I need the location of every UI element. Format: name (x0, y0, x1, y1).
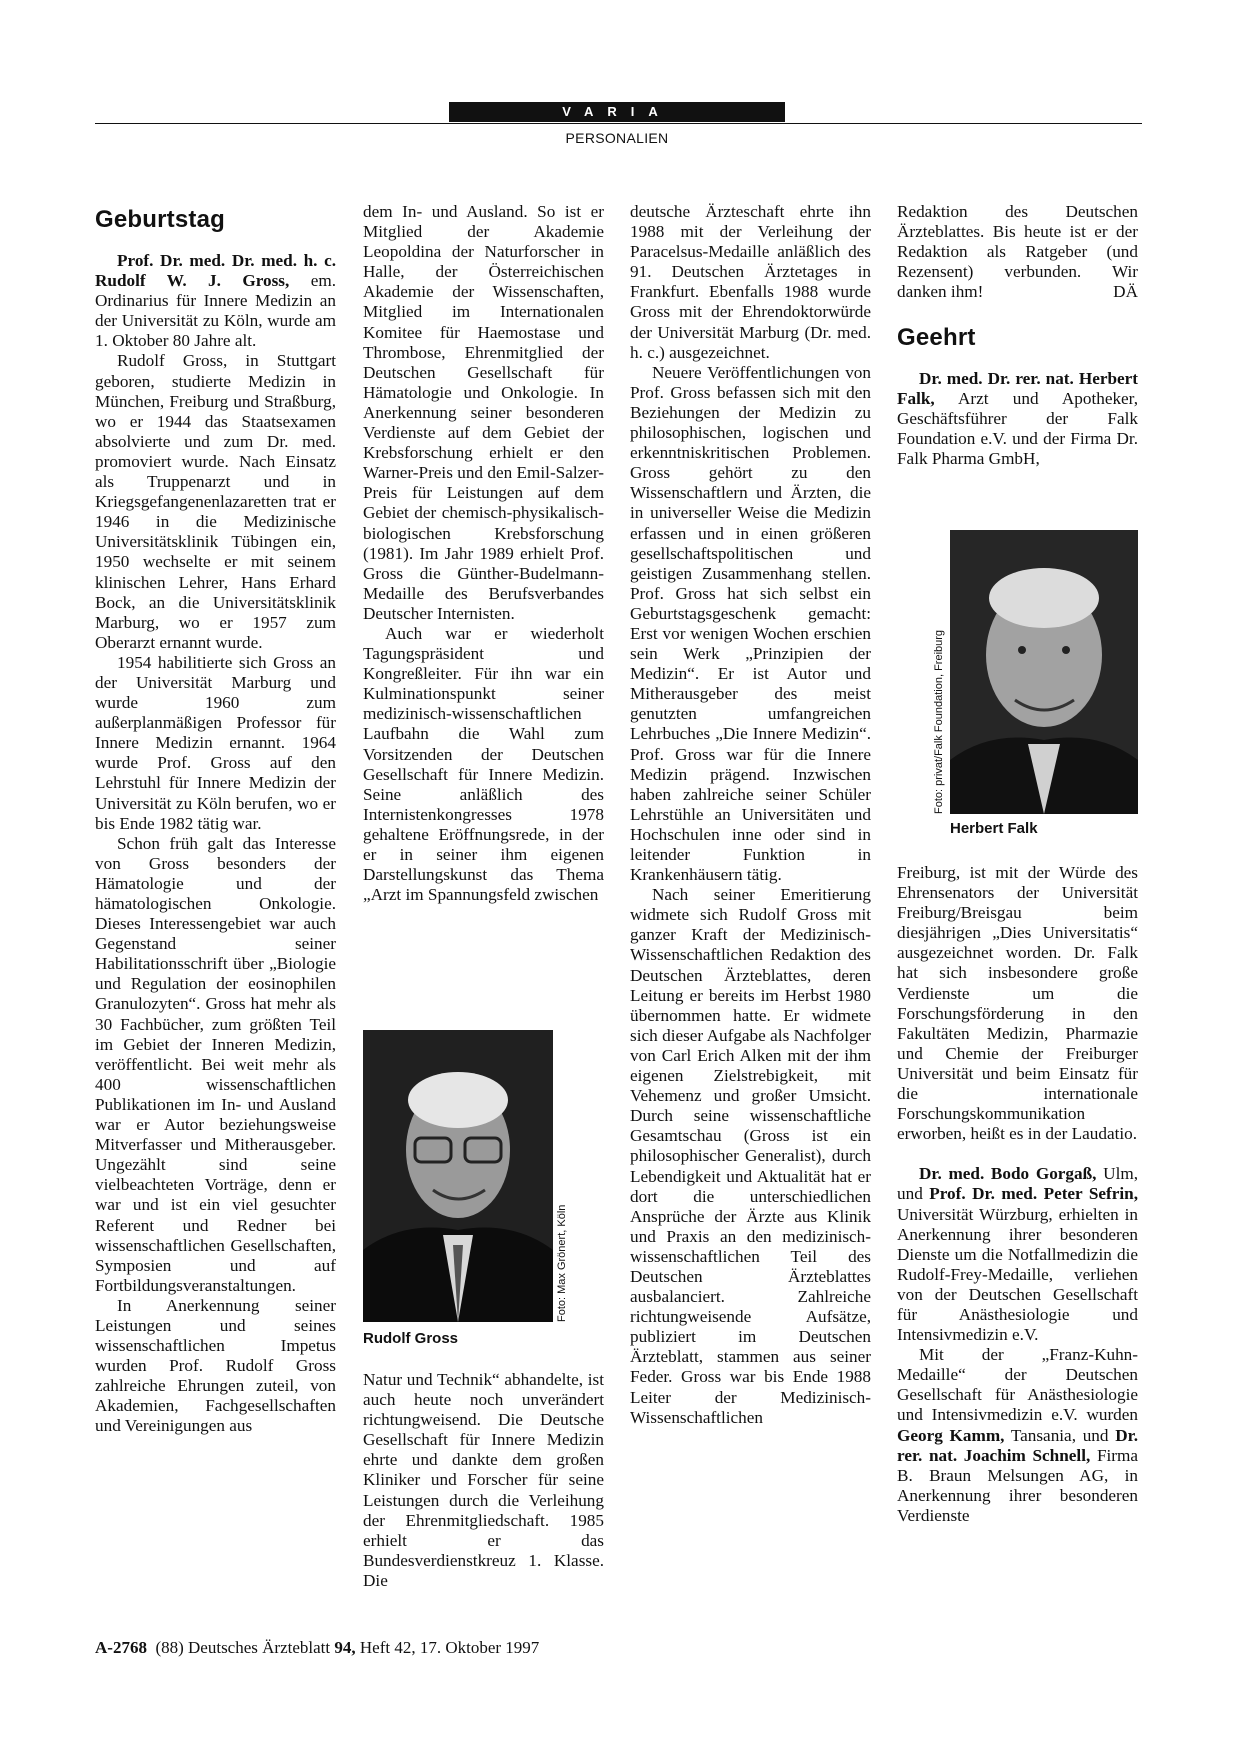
paragraph: Nach seiner Emeritierung widmete sich Rudolf Gross mit ganzer Kraft der Medizinisch-Wissenschaftlichen Redaktion des Deutschen Ärzteblattes, deren Leitung er bereits im Herbst 1980 übernommen hatte. Er widmete sich dieser Aufgabe als Nachfolger von Carl Erich Alken mit der ihm eigenen Zielstrebigkeit, mit Vehemenz und großer Umsicht. Durch seine wissenschaftliche Gesamtschau (Gross ist ein philosophischer Generalist), durch Lebendigkeit und Aktualität hat er dort die unterschiedlichen Ansprüche der Ärzte aus Klinik und Praxis an den medizinisch-wissenschaftlichen Teil des Deutschen Ärzteblattes ausbalanciert. Zahlreiche richtungweisende Aufsätze, publiziert im Deutschen Ärzteblatt, stammen aus seiner Feder. Gross war bis Ende 1988 Leiter der Medizinisch-Wissenschaftlichen (630, 885, 871, 1427)
article-birthday-column-2 (363, 202, 604, 905)
article-birthday-column-3 (630, 202, 871, 1428)
paragraph: Natur und Technik“ abhandelte, ist auch heute noch unverändert richtungweisend. Die Deutsche Gesellschaft für Innere Medizin ehrte und dankte dem großen Kliniker und Forscher für seine Leistungen durch die Verleihung der Ehrenmitgliedschaft. 1985 erhielt er das Bundesverdienstkreuz 1. Klasse. Die (363, 1370, 604, 1590)
name-bold: Prof. Dr. med. Peter Sefrin, (929, 1184, 1138, 1204)
paragraph (897, 202, 1138, 302)
heading-geehrt: Geehrt (897, 324, 976, 351)
section-header-varia: VARIA (449, 102, 785, 122)
lead-text: em. Ordinarius für Innere Medizin an der Universität zu Köln, wurde am 1. Oktober 80 Jahre alt. (95, 271, 336, 351)
lead-text: Arzt und Apotheker, Geschäftsführer der Falk Foundation e.V. und der Firma Dr. Falk Pharma GmbH, (897, 389, 1138, 469)
article-birthday-column-1 (95, 205, 336, 1437)
article-birthday-column-2-continued (363, 1370, 604, 1591)
journal-name: (88) Deutsches Ärzteblatt (146, 1638, 335, 1657)
name-bold: Dr. rer. nat. Joachim Schnell, (897, 1425, 1138, 1465)
paragraph: In Anerkennung seiner Leistungen und seines wissenschaftlichen Impetus wurden Prof. Rudolf Gross zahlreiche Ehrungen zuteil, von Akademien, Fachgesellschaften und Vereinigungen aus (95, 1295, 336, 1436)
journal-volume: 94, (334, 1638, 356, 1657)
paragraph: Schon früh galt das Interesse von Gross besonders der Hämatologie und der hämatologischen Onkologie. Dieses Interessengebiet war auch Gegenstand seiner Habilitationsschrift über „Biologie und Regulation der eosinophilen Granulozyten“. Gross hat mehr als 30 Fachbücher, zum größten Teil im Gebiet der Inneren Medizin, veröffentlicht. Bei weit mehr als 400 wissenschaftlichen Publikationen im In- und Ausland war er Autor beziehungsweise Mitverfasser und Mitherausgeber. Ungezählt sind seine vielbeachteten Vorträge, denn er war und ist ein viel gesuchter Referent und Redner bei wissenschaftlichen Gesellschaften, Symposien und auf Fortbildungsveranstaltungen. (95, 833, 336, 1295)
text: Tansania, und (1004, 1425, 1116, 1445)
article-birthday-column-4 (897, 202, 1138, 302)
photo-credit: Foto: privat/Falk Foundation, Freiburg (933, 629, 945, 814)
photo-rudolf-gross (363, 1030, 553, 1322)
paragraph: dem In- und Ausland. So ist er Mitglied der Akademie Leopoldina der Naturforscher in Halle, der Österreichischen Akademie der Wissenschaften, Mitglied im Internationalen Komitee für Haemostase und Thrombose, Ehrenmitglied der Deutschen Gesellschaft für Hämatologie und Onkologie. In Anerkennung seiner besonderen Verdienste auf dem Gebiet der Krebsforschung erhielt er den Warner-Preis und den Emil-Salzer-Preis für Leistungen auf dem Gebiet der chemisch-physikalisch-biologischen Krebsforschung (1981). Im Jahr 1989 erhielt Prof. Gross die Günther-Budelmann-Medaille des Berufsverbandes Deutscher Internisten. (363, 202, 604, 623)
article-honored-column-continued (897, 863, 1138, 1526)
paragraph (897, 1345, 1138, 1526)
lead-paragraph (95, 251, 336, 351)
section-subheader: PERSONALIEN (565, 130, 669, 146)
paragraph: Auch war er wiederholt Tagungspräsident und Kongreßleiter. Für ihn war ein Kulminationspunkt seiner medizinisch-wissenschaftlichen Laufbahn die Wahl zum Vorsitzenden der Deutschen Gesellschaft für Innere Medizin. Seine anläßlich des Internistenkongresses 1978 gehaltene Eröffnungsrede, in der er in seiner ihm eigenen Darstellungskunst das Thema „Arzt im Spannungsfeld zwischen (363, 623, 604, 905)
text: Universität Würzburg, erhielten in Anerkennung ihrer besonderen Dienste um die Notfallmedizin die Rudolf-Frey-Medaille, verliehen von der Deutschen Gesellschaft für Anästhesiologie und Intensivmedizin e.V. (897, 1204, 1138, 1345)
page-number: A-2768 (95, 1638, 147, 1657)
header-rule (95, 123, 1142, 124)
paragraph: Freiburg, ist mit der Würde des Ehrensenators der Universität Freiburg/Breisgau beim diesjährigen „Dies Universitatis“ ausgezeichnet worden. Dr. Falk hat sich insbesondere große Verdienste um die Forschungsförderung in den Fakultäten Medizin, Pharmazie und Chemie der Freiburger Universität und beim Einsatz für die internationale Forschungskommunikation erworben, heißt es in der Laudatio. (897, 863, 1138, 1144)
page-footer (95, 1638, 539, 1658)
signature: DÄ (1113, 282, 1138, 302)
paragraph: deutsche Ärzteschaft ehrte ihn 1988 mit der Verleihung der Paracelsus-Medaille anläßlich des 91. Deutschen Ärztetages in Frankfurt. Ebenfalls 1988 wurde Gross mit der Ehrendoktorwürde der Universität Marburg (Dr. med. h. c.) ausgezeichnet. (630, 202, 871, 362)
name-bold: Dr. med. Bodo Gorgaß, (919, 1164, 1097, 1184)
portrait-image (950, 530, 1138, 814)
heading-geburtstag: Geburtstag (95, 206, 226, 233)
photo-caption: Herbert Falk (950, 820, 1038, 837)
paragraph: Rudolf Gross, in Stuttgart geboren, studierte Medizin in München, Freiburg und Straßburg, wo er 1944 das Staatsexamen absolvierte und zum Dr. med. promoviert wurde. Nach Einsatz als Truppenarzt und in Kriegsgefangenenlazaretten trat er 1946 in die Medizinische Universitätsklinik Tübingen ein, 1950 wechselte er mit seinem klinischen Lehrer, Hans Erhard Bock, an die Universitätsklinik Marburg, wo er 1957 zum Oberarzt ernannt wurde. (95, 351, 336, 652)
paragraph: 1954 habilitierte sich Gross an der Universität Marburg und wurde 1960 zum außerplanmäßigen Professor für Innere Medizin ernannt. 1964 wurde Prof. Gross auf den Lehrstuhl für Innere Medizin der Universität zu Köln berufen, wo er bis Ende 1982 tätig war. (95, 652, 336, 833)
lead-name: Dr. med. Dr. rer. nat. Herbert Falk, (897, 369, 1138, 409)
name-bold: Georg Kamm, (897, 1425, 1005, 1445)
photo-herbert-falk (950, 530, 1138, 814)
journal-issue: Heft 42, 17. Oktober 1997 (355, 1638, 540, 1657)
lead-name: Prof. Dr. med. Dr. med. h. c. Rudolf W. J. Gross, (95, 251, 336, 291)
photo-credit: Foto: Max Grönert, Köln (556, 1204, 568, 1322)
lead-paragraph (897, 369, 1138, 469)
text: Mit der „Franz-Kuhn-Medaille“ der Deutschen Gesellschaft für Anästhesiologie und Intensivmedizin e.V. wurden (897, 1345, 1138, 1425)
text: Firma B. Braun Melsungen AG, in Anerkennung ihrer besonderen Verdienste (897, 1445, 1138, 1525)
paragraph: Neuere Veröffentlichungen von Prof. Gross befassen sich mit den Beziehungen der Medizin zu philosophischen, logischen und erkenntniskritischen Problemen. Gross gehört zu den Wissenschaftlern und Ärzten, die in universeller Weise die Medizin erfassen und in einen größeren gesellschaftspolitischen und geistigen Zusammenhang stellen. Prof. Gross hat sich selbst ein Geburtstagsgeschenk gemacht: Erst vor wenigen Wochen erschien sein Werk „Prinzipien der Medizin“. Er ist Autor und Mitherausgeber des meist genutzten umfangreichen Lehrbuches „Die Innere Medizin“. Prof. Gross war für die Innere Medizin prägend. Inzwischen haben zahlreiche seiner Schüler Lehrstühle an Universitäten und Hochschulen inne oder sind in leitender Funktion in Krankenhäusern tätig. (630, 362, 871, 885)
photo-caption: Rudolf Gross (363, 1330, 459, 1347)
paragraph-text: Redaktion des Deutschen Ärzteblattes. Bis heute ist er der Redaktion als Ratgeber (und Rezensent) verbunden. Wir danken ihm! (897, 202, 1138, 302)
article-honored-column (897, 323, 1138, 469)
text: Ulm, und (897, 1164, 1139, 1204)
portrait-image (363, 1030, 553, 1322)
paragraph (897, 1164, 1138, 1345)
